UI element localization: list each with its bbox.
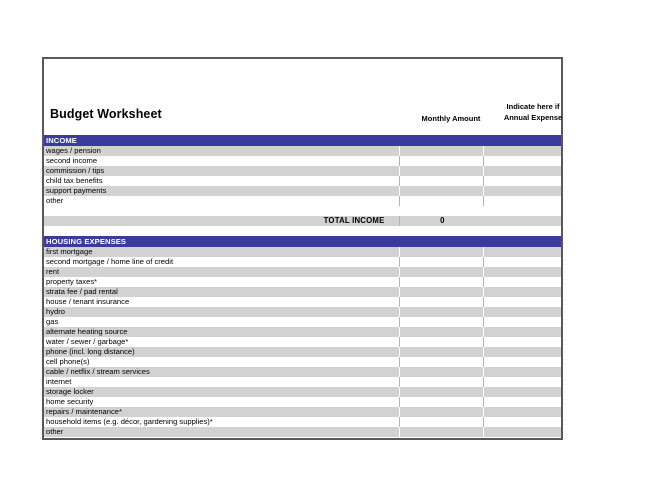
worksheet-sheet	[42, 57, 563, 440]
row-label: home security	[44, 397, 399, 407]
row-annual-flag[interactable]	[483, 267, 561, 277]
row-label: repairs / maintenance*	[44, 407, 399, 417]
row-monthly-amount[interactable]	[399, 357, 483, 367]
row-annual-flag[interactable]	[483, 307, 561, 317]
row-label: other	[44, 196, 399, 206]
table-row	[44, 267, 561, 277]
row-annual-flag[interactable]	[483, 377, 561, 387]
row-label: property taxes*	[44, 277, 399, 287]
row-label: child tax benefits	[44, 176, 399, 186]
table-row	[44, 186, 561, 196]
row-monthly-amount[interactable]	[399, 387, 483, 397]
row-monthly-amount[interactable]	[399, 156, 483, 166]
row-label: strata fee / pad rental	[44, 287, 399, 297]
table-row	[44, 367, 561, 377]
row-label: phone (incl. long distance)	[44, 347, 399, 357]
table-row	[44, 337, 561, 347]
row-monthly-amount[interactable]	[399, 367, 483, 377]
row-label: internet	[44, 377, 399, 387]
row-annual-flag[interactable]	[483, 277, 561, 287]
row-annual-flag[interactable]	[483, 417, 561, 427]
row-monthly-amount[interactable]	[399, 327, 483, 337]
row-label: wages / pension	[44, 146, 399, 156]
row-label: support payments	[44, 186, 399, 196]
table-row	[44, 317, 561, 327]
total-annual-cell	[483, 216, 561, 226]
row-annual-flag[interactable]	[483, 337, 561, 347]
row-label: gas	[44, 317, 399, 327]
table-row	[44, 357, 561, 367]
row-annual-flag[interactable]	[483, 397, 561, 407]
row-monthly-amount[interactable]	[399, 417, 483, 427]
table-row	[44, 247, 561, 257]
row-monthly-amount[interactable]	[399, 317, 483, 327]
table-row	[44, 196, 561, 206]
row-annual-flag[interactable]	[483, 166, 561, 176]
spacer-row	[44, 226, 561, 236]
row-annual-flag[interactable]	[483, 146, 561, 156]
table-row	[44, 327, 561, 337]
row-label: hydro	[44, 307, 399, 317]
row-monthly-amount[interactable]	[399, 377, 483, 387]
row-annual-flag[interactable]	[483, 357, 561, 367]
table-row	[44, 297, 561, 307]
table-row	[44, 166, 561, 176]
row-annual-flag[interactable]	[483, 427, 561, 437]
section-header-income	[44, 135, 561, 146]
row-monthly-amount[interactable]	[399, 196, 483, 206]
table-row	[44, 427, 561, 437]
row-annual-flag[interactable]	[483, 327, 561, 337]
row-label: commission / tips	[44, 166, 399, 176]
row-monthly-amount[interactable]	[399, 427, 483, 437]
table-row	[44, 377, 561, 387]
row-label: house / tenant insurance	[44, 297, 399, 307]
row-label: rent	[44, 267, 399, 277]
spacer-row	[44, 206, 561, 216]
row-label: household items (e.g. décor, gardening supplies)*	[44, 417, 399, 427]
row-monthly-amount[interactable]	[399, 397, 483, 407]
row-monthly-amount[interactable]	[399, 337, 483, 347]
row-annual-flag[interactable]	[483, 367, 561, 377]
row-annual-flag[interactable]	[483, 156, 561, 166]
row-label: second income	[44, 156, 399, 166]
spacer-cell	[44, 226, 561, 236]
spacer-cell-month	[399, 206, 483, 216]
row-annual-flag[interactable]	[483, 407, 561, 417]
row-label: cable / netflix / stream services	[44, 367, 399, 377]
budget-table	[44, 135, 561, 437]
table-row	[44, 176, 561, 186]
row-annual-flag[interactable]	[483, 347, 561, 357]
row-monthly-amount[interactable]	[399, 407, 483, 417]
row-monthly-amount[interactable]	[399, 257, 483, 267]
column-header-annual-line2: Annual Expense	[503, 113, 563, 122]
row-monthly-amount[interactable]	[399, 277, 483, 287]
row-monthly-amount[interactable]	[399, 247, 483, 257]
table-row	[44, 257, 561, 267]
row-label: cell phone(s)	[44, 357, 399, 367]
row-monthly-amount[interactable]	[399, 186, 483, 196]
row-label: first mortgage	[44, 247, 399, 257]
table-row	[44, 407, 561, 417]
row-monthly-amount[interactable]	[399, 307, 483, 317]
table-row	[44, 417, 561, 427]
worksheet-title-block	[44, 59, 561, 135]
table-row	[44, 387, 561, 397]
column-header-monthly-amount: Monthly Amount	[421, 114, 481, 123]
row-annual-flag[interactable]	[483, 186, 561, 196]
row-annual-flag[interactable]	[483, 387, 561, 397]
row-label: storage locker	[44, 387, 399, 397]
row-annual-flag[interactable]	[483, 297, 561, 307]
row-label: alternate heating source	[44, 327, 399, 337]
row-label: other	[44, 427, 399, 437]
table-row	[44, 146, 561, 156]
row-annual-flag[interactable]	[483, 176, 561, 186]
section-header-housing-expenses	[44, 236, 561, 247]
section-header-label-housing-expenses: HOUSING EXPENSES	[44, 236, 561, 247]
table-row	[44, 277, 561, 287]
page-title: Budget Worksheet	[50, 107, 162, 121]
total-value: 0	[399, 216, 483, 226]
table-row	[44, 287, 561, 297]
row-annual-flag[interactable]	[483, 247, 561, 257]
table-row	[44, 156, 561, 166]
table-row	[44, 347, 561, 357]
row-label: second mortgage / home line of credit	[44, 257, 399, 267]
row-monthly-amount[interactable]	[399, 347, 483, 357]
section-header-label-income: INCOME	[44, 135, 561, 146]
row-monthly-amount[interactable]	[399, 297, 483, 307]
row-monthly-amount[interactable]	[399, 146, 483, 156]
column-header-annual-expense	[494, 101, 572, 123]
spacer-cell	[44, 206, 399, 216]
total-label: TOTAL INCOME	[44, 216, 399, 226]
total-row-income	[44, 216, 561, 226]
row-annual-flag[interactable]	[483, 257, 561, 267]
row-monthly-amount[interactable]	[399, 166, 483, 176]
table-row	[44, 307, 561, 317]
row-annual-flag[interactable]	[483, 196, 561, 206]
row-monthly-amount[interactable]	[399, 287, 483, 297]
table-row	[44, 397, 561, 407]
row-annual-flag[interactable]	[483, 317, 561, 327]
column-header-annual-line1: Indicate here if	[506, 102, 560, 111]
row-monthly-amount[interactable]	[399, 267, 483, 277]
spacer-cell-annual	[483, 206, 561, 216]
row-label: water / sewer / garbage*	[44, 337, 399, 347]
row-monthly-amount[interactable]	[399, 176, 483, 186]
row-annual-flag[interactable]	[483, 287, 561, 297]
